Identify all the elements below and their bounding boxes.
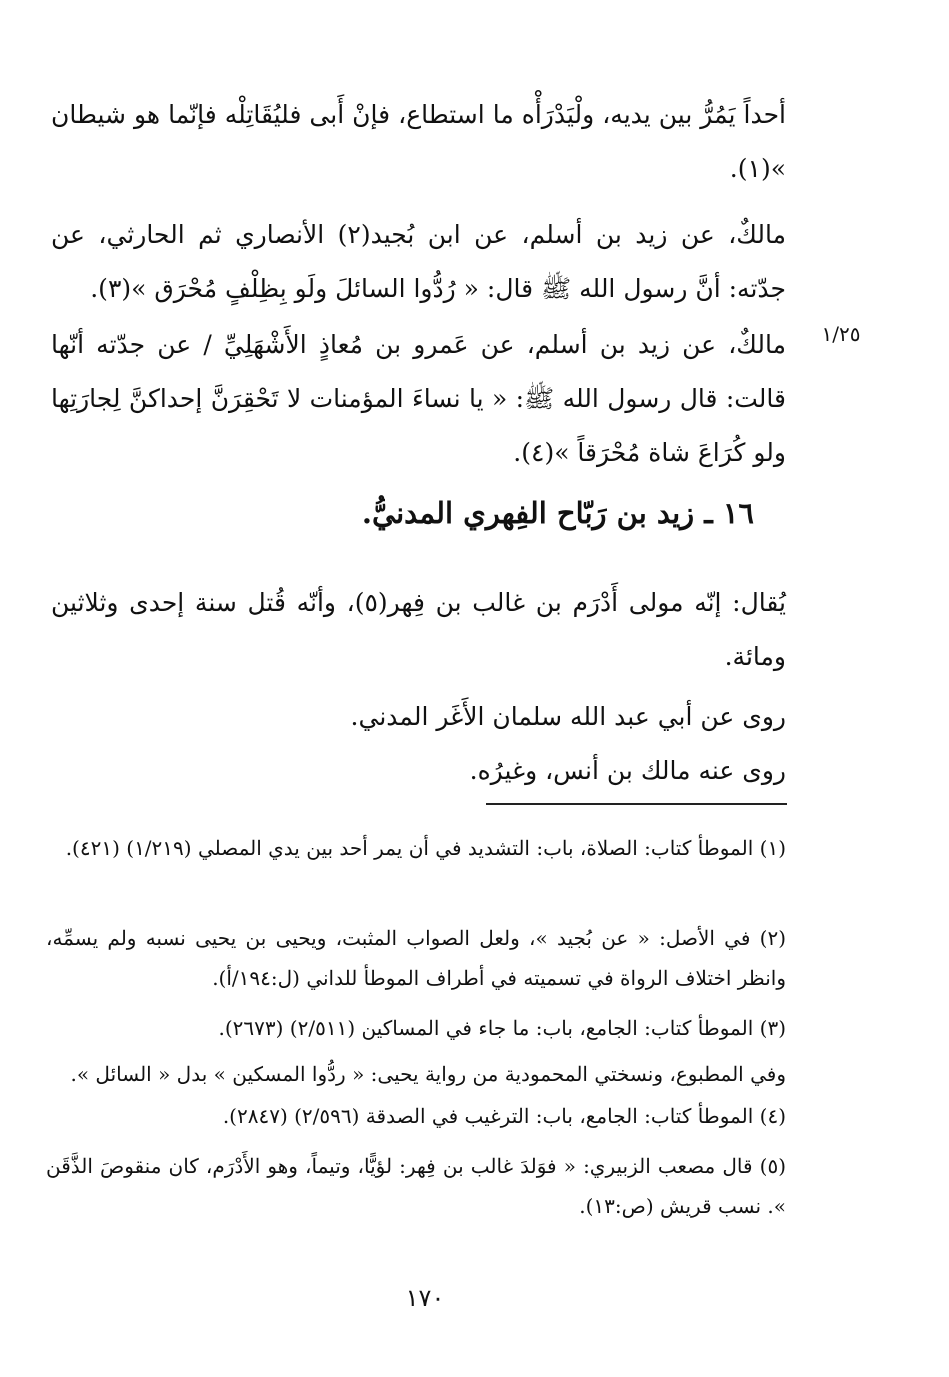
entry-heading: ١٦ ـ زيد بن رَبّاح الفِهري المدنيُّ. xyxy=(361,496,754,530)
paragraph-hadith-continuation: أحداً يَمُرُّ بين يديه، ولْيَدْرَأْه ما استطاع، فإنْ أَبى فليُقَاتِلْه فإنّما هو شيطان »(١). xyxy=(51,100,786,183)
narrated-from: روى عن أبي عبد الله سلمان الأَغَر المدني. xyxy=(350,702,786,731)
entry-biography: يُقال: إنّه مولى أَدْرَم بن غالب بن فِهر(٥)، وأنّه قُتل سنة إحدى وثلاثين ومائة. xyxy=(51,588,786,671)
footnote-1: (١) الموطأ كتاب: الصلاة، باب: التشديد في أن يمر أحد بين يدي المصلي (١/٢١٩) (٤٢١). xyxy=(65,836,786,860)
narrated-by: روى عنه مالك بن أنس، وغيرُه. xyxy=(469,756,786,785)
footnote-divider xyxy=(486,803,787,805)
paragraph-hadith-zayd-ibn-bujaid: مالكٌ، عن زيد بن أسلم، عن ابن بُجيد(٢) الأنصاري ثم الحارثي، عن جدّته: أنَّ رسول الله ﷺ قال: « رُدُّوا السائلَ ولَو بِظِلْفٍ مُحْرَق »(٣). xyxy=(51,220,786,303)
footnote-3: (٣) الموطأ كتاب: الجامع، باب: ما جاء في المساكين (٢/٥١١) (٢٦٧٣). xyxy=(218,1016,786,1040)
footnote-3-note: وفي المطبوع، ونسختي المحمودية من رواية يحيى: « ردُّوا المسكين » بدل « السائل ». xyxy=(70,1062,786,1086)
footnote-2: (٢) في الأصل: « عن بُجيد »، ولعل الصواب المثبت، ويحيى بن يحيى نسبه ولم يسمِّه، وانظر اختلاف الرواة في تسميته في أطراف الموطأ للداني (ل:١٩٤/أ). xyxy=(46,926,786,990)
footnote-4: (٤) الموطأ كتاب: الجامع، باب: الترغيب في الصدقة (٢/٥٩٦) (٢٨٤٧). xyxy=(222,1104,786,1128)
margin-reference: ١/٢٥ xyxy=(821,322,861,346)
page-number: ١٧٠ xyxy=(405,1284,445,1312)
paragraph-hadith-amr-ibn-muadh: مالكٌ، عن زيد بن أسلم، عن عَمرو بن مُعاذٍ الأَشْهَلِيِّ / عن جدّته أنّها قالت: قال رسول الله ﷺ: « يا نساءَ المؤمنات لا تَحْقِرَنَّ إحداكنَّ لِجارَتِها ولو كُرَاعَ شاة مُحْرَقاً »(٤). xyxy=(51,330,786,467)
footnote-5: (٥) قال مصعب الزبيري: « فوَلدَ غالب بن فِهر: لؤيًّا، وتيماً، وهو الأَدْرَم، كان منقوصَ الذَّقَن ». نسب قريش (ص:١٣). xyxy=(46,1154,786,1218)
